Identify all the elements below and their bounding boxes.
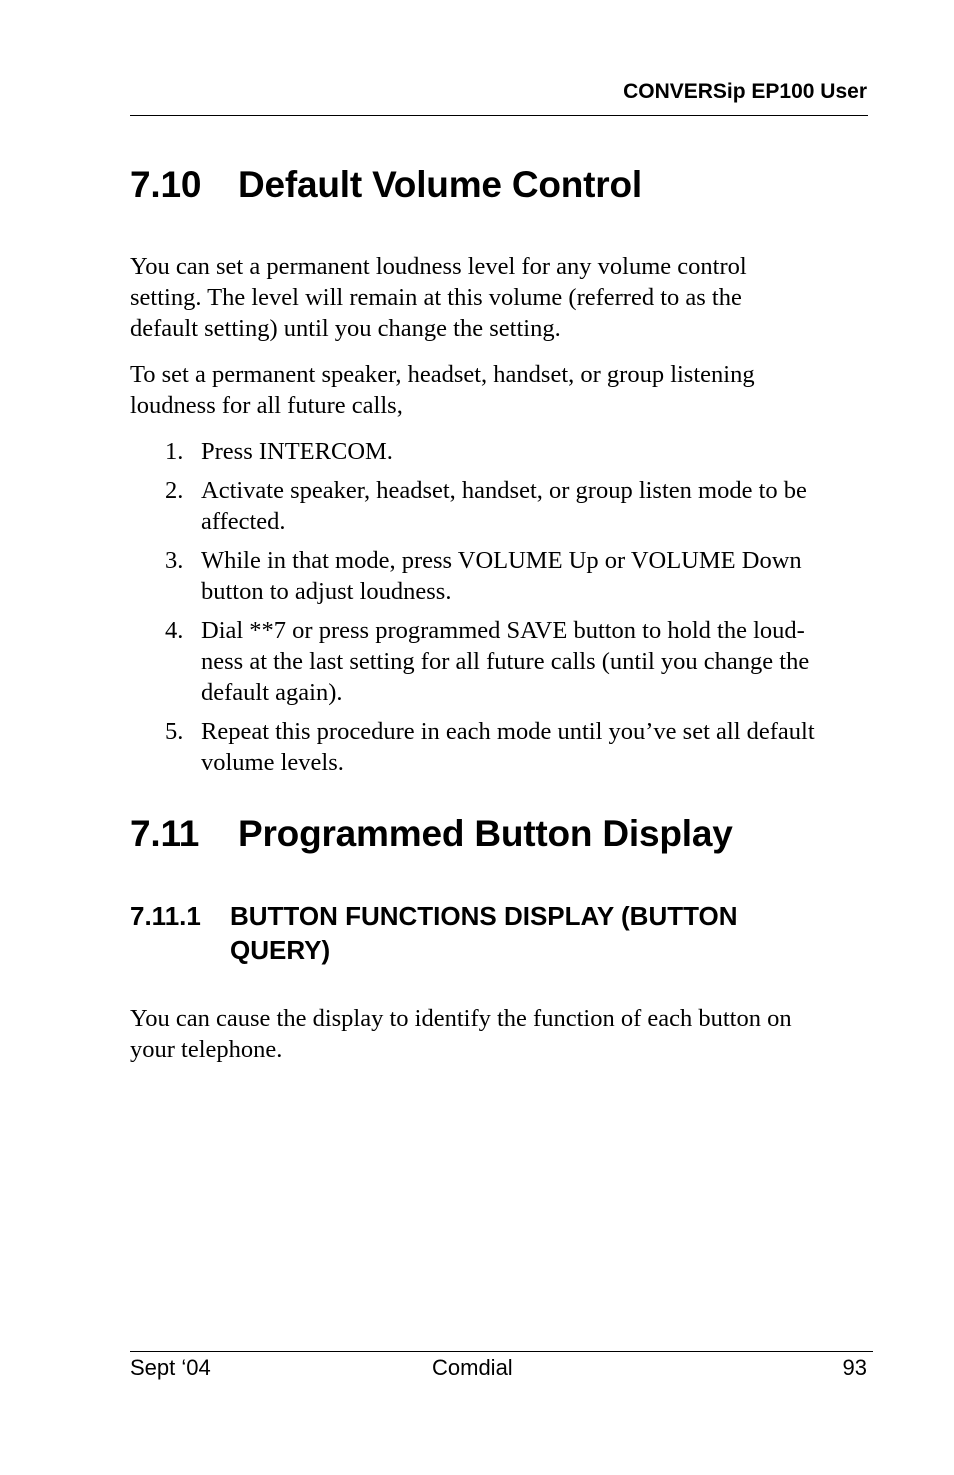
list-item [130,716,870,778]
section-heading-7-11 [130,813,733,855]
subsection-title-line: QUERY) [230,935,331,965]
list-item-text: volume levels. [201,749,344,776]
section-title: Programmed Button Display [238,813,733,854]
section-heading-7-10 [130,164,642,206]
list-item [130,436,870,467]
list-marker: 3. [165,547,184,574]
paragraph-line: loudness for all future calls, [130,392,403,419]
paragraph-line: You can cause the display to identify the function of each button on [130,1005,792,1032]
list-item-text: ness at the last setting for all future calls (until you change the [201,648,810,675]
paragraph-line: To set a permanent speaker, headset, handset, or group listening [130,361,755,388]
list-item [130,615,870,708]
paragraph-instructions [130,359,870,421]
list-marker: 1. [165,438,184,465]
header-rule [130,115,868,116]
subsection-title-line: BUTTON FUNCTIONS DISPLAY (BUTTON [230,901,738,931]
paragraph-line: setting. The level will remain at this volume (referred to as the [130,284,742,311]
list-marker: 2. [165,477,184,504]
section-number: 7.11 [130,813,200,854]
subsection-number: 7.11.1 [130,901,201,931]
paragraph-line: default setting) until you change the setting. [130,315,561,342]
paragraph-button-query [130,1003,870,1065]
section-number: 7.10 [130,164,202,205]
paragraph-intro [130,251,870,344]
list-item-text: Dial **7 or press programmed SAVE button to hold the loud- [201,617,805,644]
list-item [130,475,870,537]
list-marker: 5. [165,718,184,745]
list-item [130,545,870,607]
numbered-steps-list [130,436,870,786]
section-title: Default Volume Control [238,164,642,205]
list-item-text: default again). [201,679,343,706]
footer-date: Sept ‘04 [130,1355,211,1380]
paragraph-line: your telephone. [130,1036,283,1063]
paragraph-line: You can set a permanent loudness level for any volume control [130,253,747,280]
list-item-text: Press INTERCOM. [201,438,393,465]
footer-rule [130,1351,873,1352]
footer-publisher: Comdial [432,1355,513,1380]
list-item-text: While in that mode, press VOLUME Up or VOLUME Down [201,547,802,574]
list-item-text: button to adjust loudness. [201,578,452,605]
list-item-text: Activate speaker, headset, handset, or group listen mode to be [201,477,807,504]
list-item-text: affected. [201,508,286,535]
subsection-heading-7-11-1 [130,899,850,967]
list-marker: 4. [165,617,184,644]
list-item-text: Repeat this procedure in each mode until you’ve set all default [201,718,815,745]
page-number: 93 [842,1355,867,1380]
running-header: CONVERSip EP100 User [623,80,867,103]
